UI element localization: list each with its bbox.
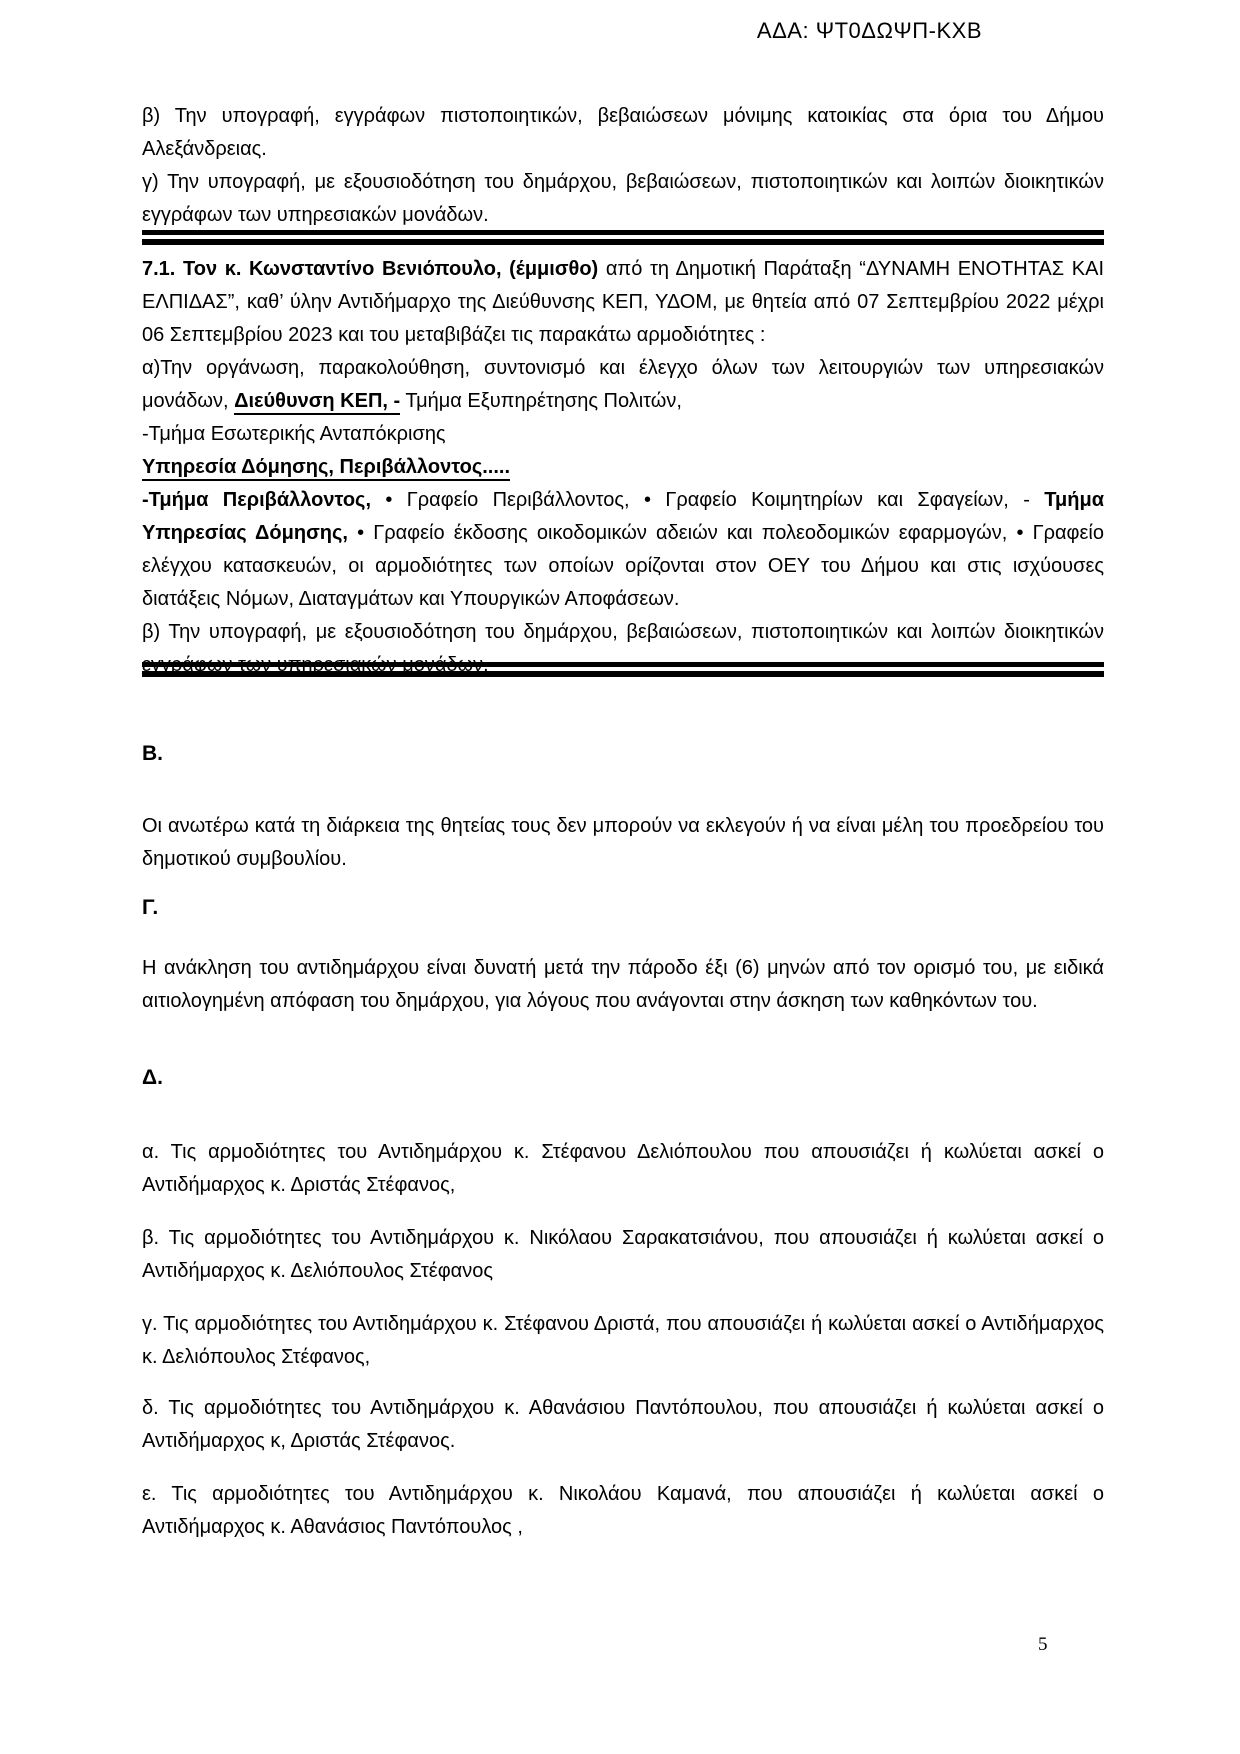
section-d-item-e: ε. Τις αρμοδιότητες του Αντιδημάρχου κ. Νικολάου Καμανά, που απουσιάζει ή κωλύεται ασκεί ο Αντιδήμαρχος κ. Αθανάσιος Παντόπουλος , xyxy=(142,1483,1104,1538)
section-b-text: Οι ανωτέρω κατά τη διάρκεια της θητείας τους δεν μπορούν να εκλεγούν ή να είναι μέλη του προεδρείου του δημοτικού συμβουλίου. xyxy=(142,815,1104,870)
section-7-1-departments xyxy=(142,484,1104,616)
section-d-item-c: γ. Τις αρμοδιότητες του Αντιδημάρχου κ. Στέφανου Δριστά, που απουσιάζει ή κωλύεται ασκεί ο Αντιδήμαρχος κ. Δελιόπουλος Στέφανος, xyxy=(142,1313,1104,1368)
intro-item-c: γ) Την υπογραφή, με εξουσιοδότηση του δημάρχου, βεβαιώσεων, πιστοποιητικών και λοιπών διοικητικών εγγράφων των υπηρεσιακών μονάδων. xyxy=(142,171,1104,226)
environment-dept-bold: -Τμήμα Περιβάλλοντος, xyxy=(142,489,372,511)
building-service-underlined: Υπηρεσία Δόμησης, Περιβάλλοντος..... xyxy=(142,456,510,481)
double-rule-top xyxy=(142,230,1104,245)
ada-code: ΑΔΑ: ΨΤ0ΔΩΨΠ-ΚΧΒ xyxy=(756,18,982,43)
item-a-text-start: α)Την οργάνωση, παρακολούθηση, συντονισμό και έλεγχο όλων των λειτουργιών των υπηρεσιακών μονάδων, xyxy=(142,357,1104,412)
line-internal-response-dept: -Τμήμα Εσωτερικής Ανταπόκρισης xyxy=(142,423,446,445)
section-7-1-item-b: β) Την υπογραφή, με εξουσιοδότηση του δημάρχου, βεβαιώσεων, πιστοποιητικών και λοιπών διοικητικών εγγράφων των υπηρεσιακών μονάδων. xyxy=(142,621,1104,676)
section-d-label: Δ. xyxy=(142,1066,163,1089)
section-d-item-a: α. Τις αρμοδιότητες του Αντιδημάρχου κ. Στέφανου Δελιόπουλου που απουσιάζει ή κωλύεται ασκεί ο Αντιδήμαρχος κ. Δριστάς Στέφανος, xyxy=(142,1141,1104,1196)
section-d-item-d: δ. Τις αρμοδιότητες του Αντιδημάρχου κ. Αθανάσιου Παντόπουλου, που απουσιάζει ή κωλύεται ασκεί ο Αντιδήμαρχος κ, Δριστάς Στέφανος. xyxy=(142,1397,1104,1452)
direction-kep-underlined: Διεύθυνση ΚΕΠ, - xyxy=(234,390,400,415)
section-7-1 xyxy=(142,253,1104,682)
appointee-name-bold: 7.1. Τον κ. Κωνσταντίνο Βενιόπουλο, (έμμισθο) xyxy=(142,258,599,280)
environment-dept-offices: • Γραφείο Περιβάλλοντος, • Γραφείο Κοιμητηρίων και Σφαγείων, - xyxy=(371,489,1045,511)
section-c-text: Η ανάκληση του αντιδημάρχου είναι δυνατή μετά την πάροδο έξι (6) μηνών από τον ορισμό του, με ειδικά αιτιολογημένη απόφαση του δημάρχου, για λόγους που ανάγονται στην άσκηση των καθηκόντων του. xyxy=(142,957,1104,1012)
section-b-label: Β. xyxy=(142,742,163,765)
page-number: 5 xyxy=(1038,1634,1048,1655)
double-rule-bottom xyxy=(142,662,1104,677)
section-c-label: Γ. xyxy=(142,896,159,919)
intro-paragraph xyxy=(142,100,1104,232)
intro-item-b: β) Την υπογραφή, εγγράφων πιστοποιητικών, βεβαιώσεων μόνιμης κατοικίας στα όρια του Δήμου Αλεξάνδρειας. xyxy=(142,105,1104,160)
section-7-1-item-a xyxy=(142,352,1104,418)
section-7-1-heading xyxy=(142,253,1104,352)
building-dept-bold: Τμήμα Υπηρεσίας Δόμησης, xyxy=(142,489,1105,544)
line-building-service-heading xyxy=(142,451,1104,484)
section-d-item-b: β. Τις αρμοδιότητες του Αντιδημάρχου κ. Νικόλαου Σαρακατσιάνου, που απουσιάζει ή κωλύεται ασκεί ο Αντιδήμαρχος κ. Δελιόπουλος Στέφανος xyxy=(142,1227,1104,1282)
building-dept-offices: • Γραφείο έκδοσης οικοδομικών αδειών και πολεοδομικών εφαρμογών, • Γραφείο ελέγχου κατασκευών, οι αρμοδιότητες των οποίων ορίζονται στον ΟΕΥ του Δήμου και στις ισχύουσες διατάξεις Νόμων, Διαταγμάτων και Υπουργικών Αποφάσεων. xyxy=(142,522,1104,610)
item-a-text-end: Τμήμα Εξυπηρέτησης Πολιτών, xyxy=(400,390,682,412)
appointment-details: από τη Δημοτική Παράταξη “ΔΥΝΑΜΗ ΕΝΟΤΗΤΑΣ ΚΑΙ ΕΛΠΙΔΑΣ”, καθ’ ύλην Αντιδήμαρχο της Διεύθυνσης ΚΕΠ, ΥΔΟΜ, με θητεία από 07 Σεπτεμβρίου 2022 μέχρι 06 Σεπτεμβρίου 2023 και του μεταβιβάζει τις παρακάτω αρμοδιότητες : xyxy=(142,258,1104,346)
